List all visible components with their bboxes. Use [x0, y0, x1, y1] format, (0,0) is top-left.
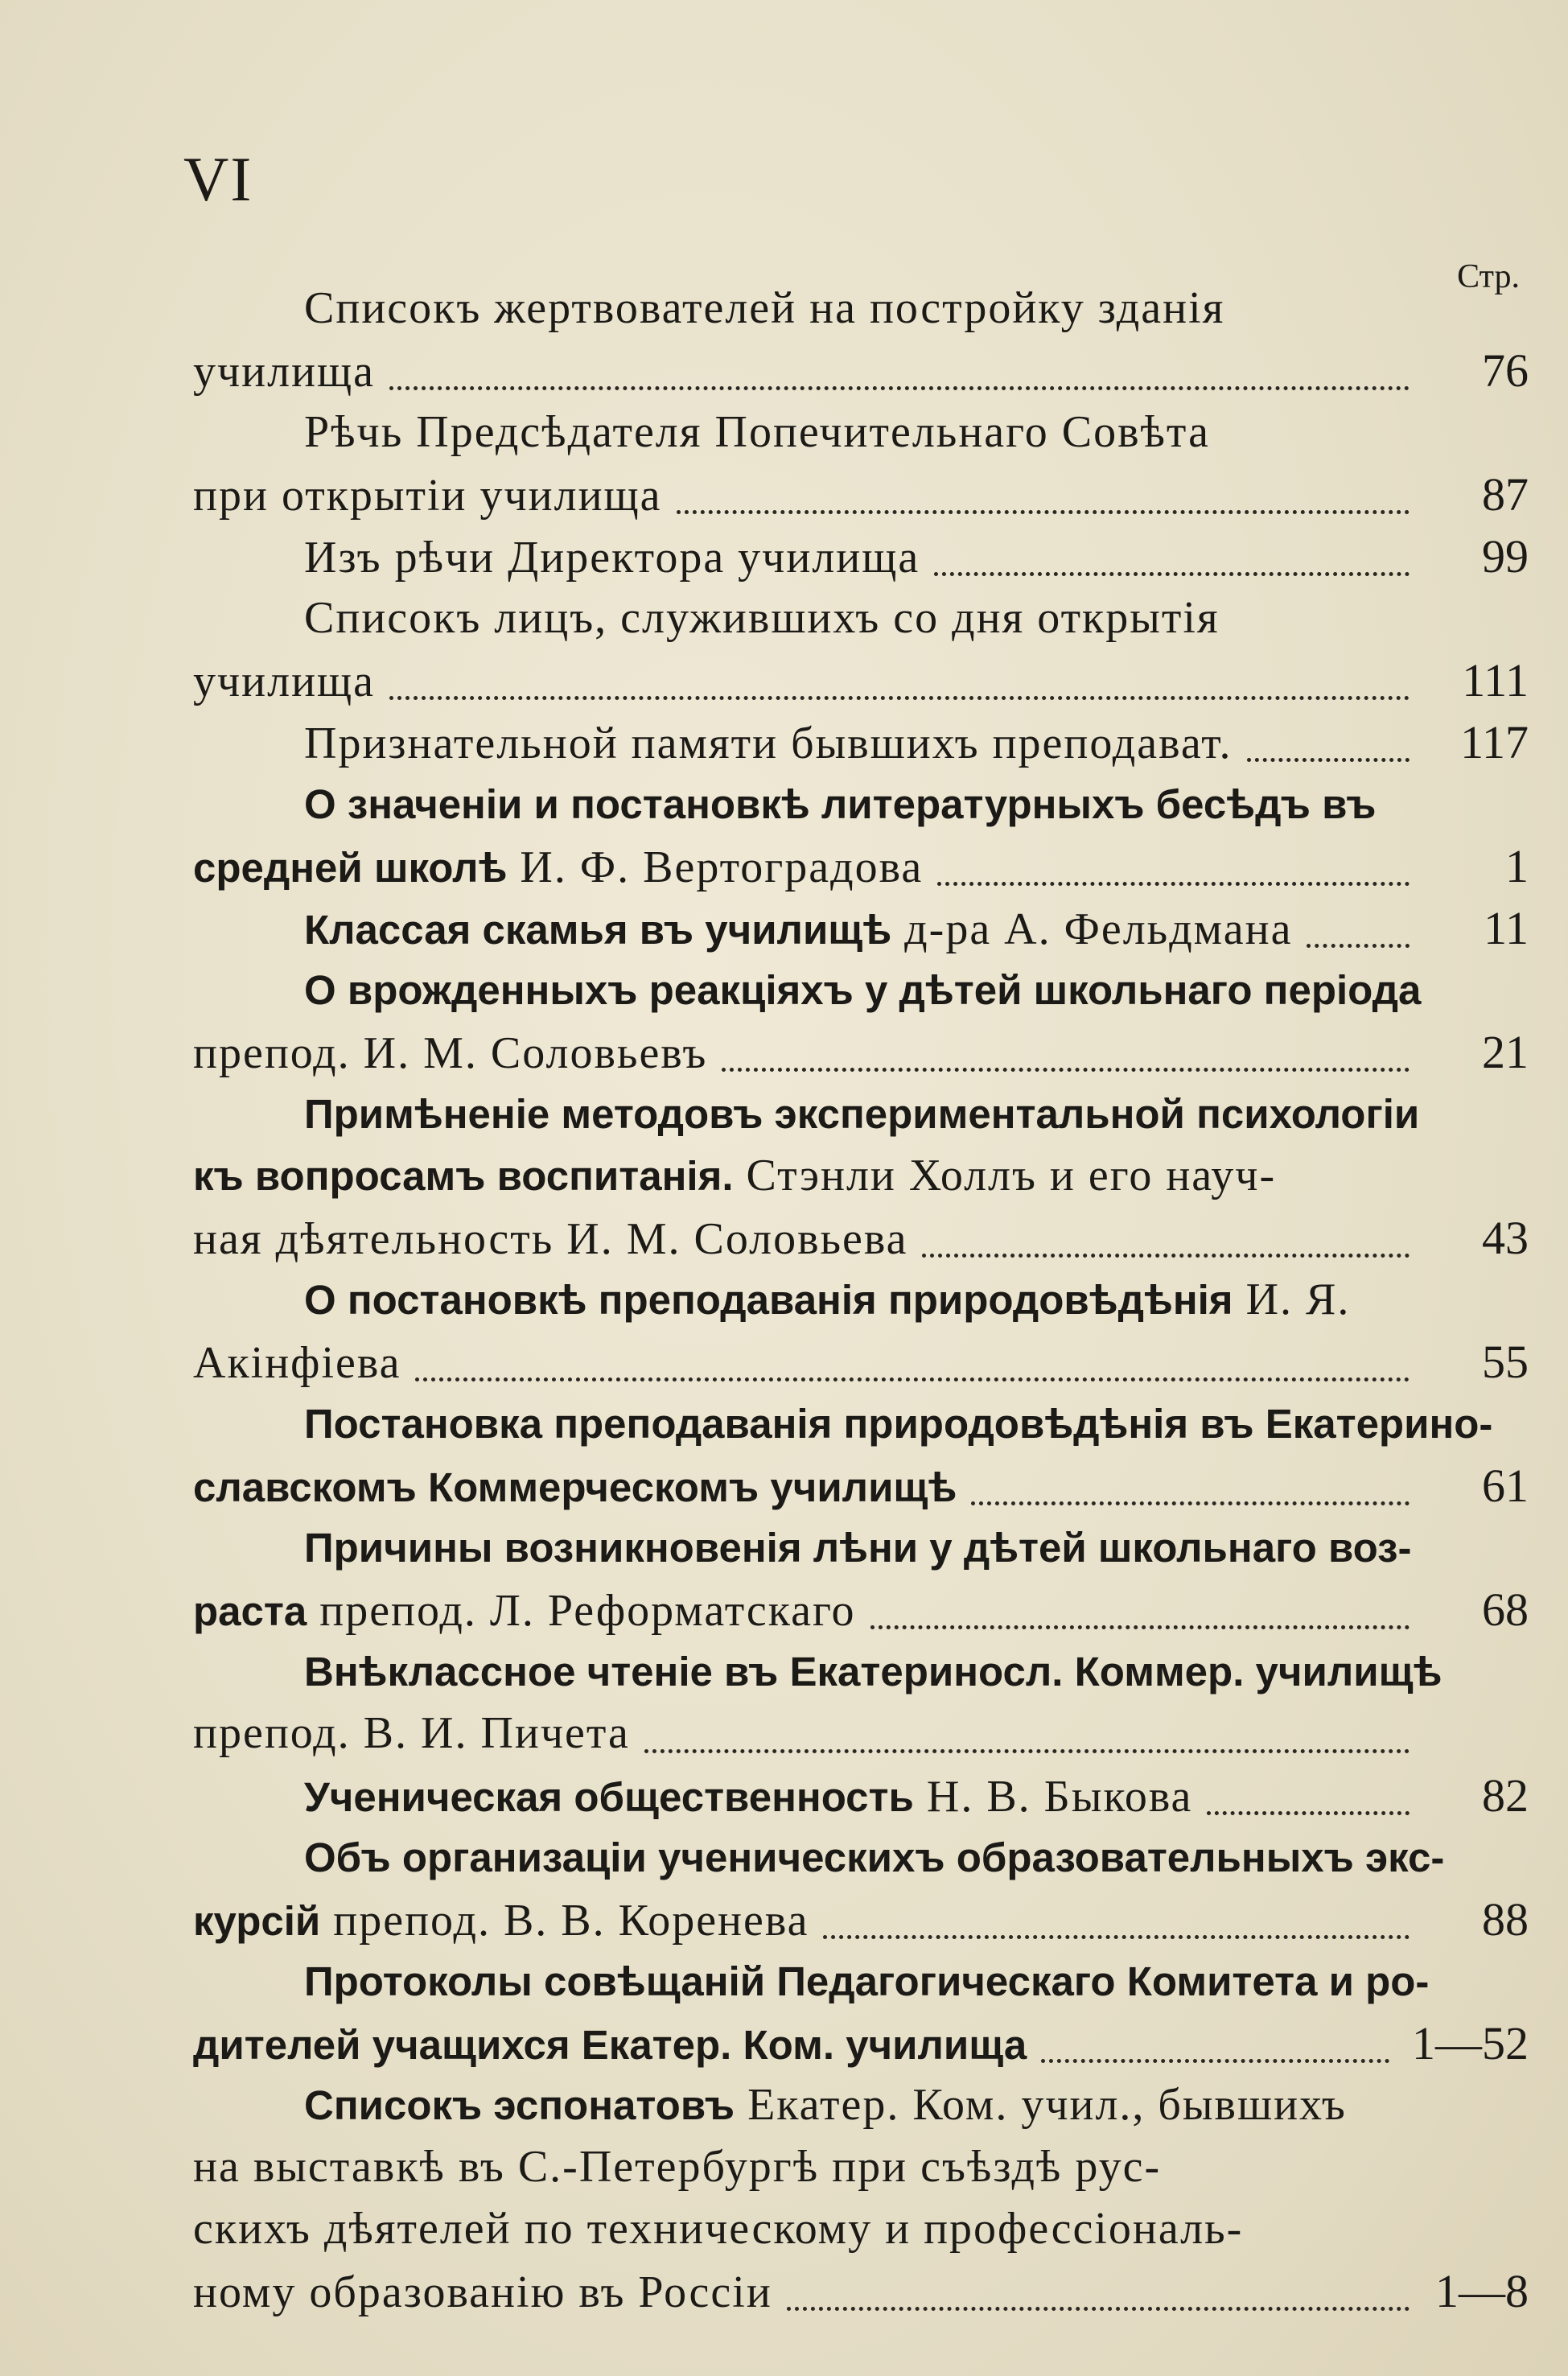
- toc-entry-author: Изъ рѣчи Директора училища: [304, 533, 920, 583]
- toc-entry-continuation-line: [193, 1579, 1529, 1641]
- toc-entry-title-line: [193, 1269, 1529, 1331]
- toc-entry: [193, 1764, 1529, 1826]
- toc-entry-page-number: 76: [1482, 344, 1529, 397]
- toc-entry-author: училища: [193, 347, 376, 397]
- toc-entry-title-line: [193, 1764, 1529, 1826]
- toc-entry-author: Списокъ лицъ, служившихъ со дня открытія: [304, 593, 1220, 643]
- toc-entry-author: Акінфіева: [193, 1338, 401, 1388]
- toc-entry-page-number: 11: [1484, 902, 1529, 954]
- dot-leader: [1041, 2059, 1389, 2063]
- toc-entry-continuation-line: [193, 1331, 1529, 1393]
- dot-leader: [1247, 758, 1410, 762]
- dot-leader: [677, 510, 1410, 514]
- toc-entry-author: скихъ дѣятелей по техническому и профессіональ-: [193, 2204, 1244, 2254]
- toc-entry-title-line: [193, 2074, 1529, 2136]
- toc-entry-continuation-line: [193, 835, 1529, 897]
- toc-entry-title: дителей учащихся Екатер. Ком. училища: [193, 2022, 1027, 2068]
- toc-entry-author: Списокъ жертвователей на постройку зданія: [304, 283, 1225, 333]
- toc-entry-title: славскомъ Коммерческомъ училищѣ: [193, 1464, 957, 1510]
- toc-entry-continuation-line: [193, 1888, 1529, 1950]
- toc-entry-title: Причины возникновенія лѣни у дѣтей школьнаго воз-: [304, 1525, 1412, 1571]
- toc-entry-continuation-line: [193, 2136, 1529, 2198]
- toc-entry-continuation-line: [193, 1207, 1529, 1269]
- dot-leader: [937, 882, 1410, 886]
- toc-entry-title: курсій: [193, 1898, 321, 1944]
- toc-entry: [193, 401, 1529, 525]
- toc-entry: [193, 897, 1529, 959]
- toc-entry-continuation-line: [193, 1021, 1529, 1083]
- toc-entry-author: препод. В. В. Коренева: [333, 1896, 809, 1946]
- toc-entry: [193, 1826, 1529, 1950]
- dot-leader: [1307, 944, 1410, 948]
- toc-entry-title: О постановкѣ преподаванія природовѣдѣнія: [304, 1277, 1233, 1323]
- dot-leader: [1207, 1811, 1410, 1815]
- page-number: VI: [183, 144, 253, 214]
- dot-leader: [870, 1625, 1410, 1629]
- toc-entry-title-line: [193, 1950, 1529, 2012]
- toc-entry-title: Объ организаціи ученическихъ образовательныхъ экс-: [304, 1835, 1445, 1880]
- toc-entry-page-number: 111: [1462, 654, 1529, 706]
- toc-entry-page-number: 87: [1482, 468, 1529, 521]
- toc-entry-author: при открытіи училища: [193, 471, 662, 521]
- toc-entry-author: Н. В. Быкова: [926, 1772, 1193, 1822]
- toc-entry: [193, 711, 1529, 773]
- toc-entry-title-line: [193, 897, 1529, 959]
- toc-entry-continuation-line: [193, 649, 1529, 711]
- toc-entry-title: Внѣклассное чтеніе въ Екатериносл. Коммер. училищѣ: [304, 1649, 1442, 1694]
- toc-entry-title-line: [193, 959, 1529, 1021]
- toc-entry-page-number: 1—52: [1412, 2017, 1529, 2069]
- toc-entry-title-line: [193, 587, 1529, 649]
- toc-entry: [193, 959, 1529, 1083]
- toc-entry: [193, 1517, 1529, 1641]
- toc-entry-page-number: 55: [1482, 1336, 1529, 1388]
- toc-entry-page-number: 1—8: [1435, 2265, 1529, 2317]
- dot-leader: [823, 1935, 1410, 1939]
- toc-entry: [193, 587, 1529, 711]
- toc-entry: [193, 278, 1529, 401]
- toc-entry-author: препод. Л. Реформатскаго: [319, 1586, 856, 1636]
- toc-entry-author: Признательной памяти бывшихъ преподават.: [304, 719, 1233, 768]
- toc-entry-title: О врожденныхъ реакціяхъ у дѣтей школьнаго періода: [304, 967, 1422, 1013]
- toc-entry: [193, 1083, 1529, 1269]
- toc-entry-author: Екатер. Ком. учил., бывшихъ: [747, 2080, 1347, 2130]
- toc-entry-title-line: [193, 401, 1529, 463]
- toc-entry-author: И. Ф. Вертоградова: [520, 842, 924, 892]
- toc-entry-page-number: 1: [1505, 840, 1529, 892]
- toc-entry-continuation-line: [193, 2012, 1529, 2074]
- table-of-contents: [193, 278, 1529, 2322]
- toc-entry-continuation-line: [193, 2260, 1529, 2322]
- toc-entry-author: препод. В. И. Пичета: [193, 1708, 630, 1758]
- toc-entry-author: ному образованію въ Россіи: [193, 2267, 772, 2317]
- toc-entry: [193, 1950, 1529, 2074]
- dot-leader: [722, 1068, 1410, 1072]
- toc-entry-author: д-ра А. Фельдмана: [904, 904, 1293, 954]
- toc-entry-author: училища: [193, 657, 376, 706]
- toc-entry-title-line: [193, 1641, 1529, 1703]
- toc-entry-title: Ученическая общественность: [304, 1774, 914, 1820]
- toc-entry-author: Рѣчь Предсѣдателя Попечительнаго Совѣта: [304, 407, 1210, 457]
- toc-entry: [193, 1393, 1529, 1517]
- toc-entry-page-number: 43: [1482, 1212, 1529, 1264]
- toc-entry: [193, 1641, 1529, 1764]
- toc-entry-title-line: [193, 773, 1529, 835]
- toc-entry-continuation-line: [193, 1455, 1529, 1517]
- toc-entry: [193, 2074, 1529, 2322]
- toc-entry-page-number: 88: [1482, 1893, 1529, 1946]
- toc-entry-continuation-line: [193, 463, 1529, 525]
- toc-entry-author: И. Я.: [1245, 1274, 1351, 1324]
- toc-entry-author: на выставкѣ въ С.-Петербургѣ при съѣздѣ рус-: [193, 2142, 1162, 2192]
- toc-entry-title: средней школѣ: [193, 845, 508, 891]
- toc-entry-title: раста: [193, 1588, 307, 1634]
- toc-entry-continuation-line: [193, 340, 1529, 401]
- dot-leader: [787, 2307, 1410, 2311]
- toc-entry-title-line: [193, 278, 1529, 340]
- toc-entry-author: Стэнли Холлъ и его науч-: [746, 1151, 1277, 1200]
- toc-entry-page-number: 117: [1460, 716, 1529, 768]
- page-column-header: Стр.: [1457, 258, 1520, 295]
- toc-entry-title: О значеніи и постановкѣ литературныхъ бесѣдъ въ: [304, 781, 1377, 827]
- toc-entry-title-line: [193, 1826, 1529, 1888]
- toc-entry-page-number: 99: [1482, 530, 1529, 583]
- toc-entry-title: Примѣненіе методовъ экспериментальной психологіи: [304, 1091, 1420, 1137]
- toc-entry-continuation-line: [193, 1145, 1529, 1207]
- toc-entry-page-number: 82: [1482, 1769, 1529, 1822]
- toc-entry-title: Списокъ эспонатовъ: [304, 2082, 735, 2128]
- dot-leader: [971, 1501, 1410, 1505]
- dot-leader: [644, 1749, 1410, 1753]
- toc-entry-author: ная дѣятельность И. М. Соловьева: [193, 1214, 908, 1264]
- toc-entry-title: Постановка преподаванія природовѣдѣнія въ Екатерино-: [304, 1401, 1493, 1447]
- toc-entry-page-number: 21: [1482, 1026, 1529, 1078]
- toc-entry-title-line: [193, 1393, 1529, 1455]
- toc-entry: [193, 773, 1529, 897]
- toc-entry-page-number: 68: [1482, 1583, 1529, 1636]
- toc-entry-title-line: [193, 525, 1529, 587]
- toc-entry-page-number: 61: [1482, 1460, 1529, 1512]
- toc-entry: [193, 1269, 1529, 1393]
- dot-leader: [389, 386, 1410, 390]
- dot-leader: [922, 1254, 1410, 1258]
- toc-entry-title: къ вопросамъ воспитанія.: [193, 1153, 734, 1199]
- toc-entry-title-line: [193, 1083, 1529, 1145]
- toc-entry-continuation-line: [193, 2198, 1529, 2260]
- toc-entry: [193, 525, 1529, 587]
- toc-entry-title-line: [193, 1517, 1529, 1579]
- toc-entry-continuation-line: [193, 1703, 1529, 1764]
- dot-leader: [934, 572, 1410, 576]
- toc-entry-title: Классая скамья въ училищѣ: [304, 907, 892, 953]
- toc-entry-title-line: [193, 711, 1529, 773]
- dot-leader: [415, 1377, 1410, 1382]
- toc-entry-author: препод. И. М. Соловьевъ: [193, 1028, 708, 1078]
- toc-entry-title: Протоколы совѣщаній Педагогическаго Комитета и ро-: [304, 1958, 1430, 2004]
- dot-leader: [389, 696, 1410, 700]
